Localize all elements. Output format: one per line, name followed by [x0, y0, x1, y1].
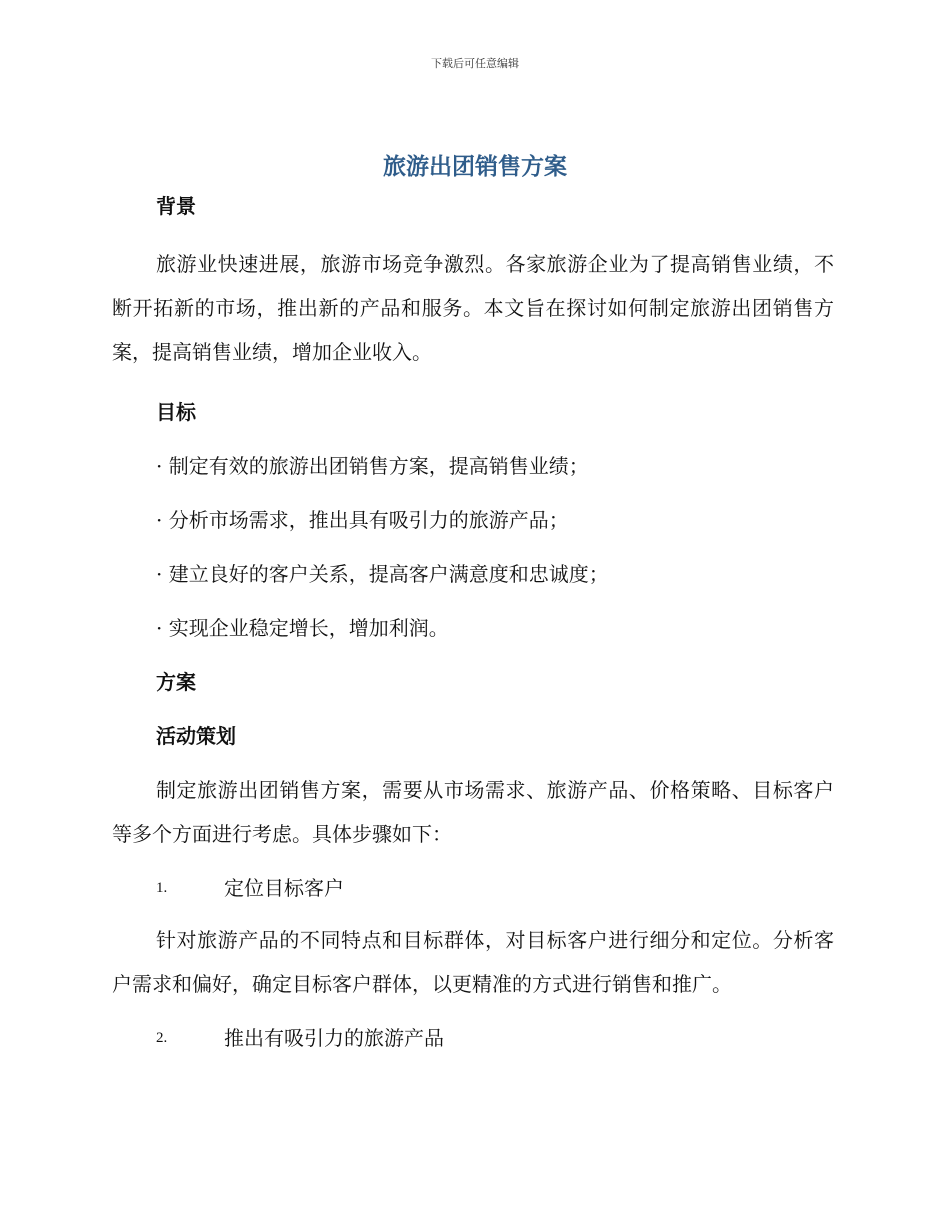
header-note: 下载后可任意编辑 — [431, 57, 519, 70]
step-number: 1. — [156, 880, 168, 896]
subheading-activity-planning: 活动策划 — [156, 724, 236, 748]
plan-step-1 — [112, 872, 834, 904]
goal-item-2: · 分析市场需求，推出具有吸引力的旅游产品； — [156, 508, 569, 532]
goal-item-4: · 实现企业稳定增长，增加利润。 — [156, 616, 449, 640]
goal-item-1: · 制定有效的旅游出团销售方案，提高销售业绩； — [156, 454, 589, 478]
plan-step-2 — [112, 1022, 834, 1054]
document-title: 旅游出团销售方案 — [383, 154, 567, 180]
step-number: 2. — [156, 1030, 168, 1046]
step-title: 推出有吸引力的旅游产品 — [224, 1026, 444, 1050]
heading-background: 背景 — [156, 194, 196, 218]
plan-intro-paragraph: 制定旅游出团销售方案，需要从市场需求、旅游产品、价格策略、目标客户等多个方面进行考虑。具体步骤如下： — [112, 778, 834, 846]
goal-item-3: · 建立良好的客户关系，提高客户满意度和忠诚度； — [156, 562, 609, 586]
document-body — [112, 190, 834, 1054]
plan-step-1-paragraph: 针对旅游产品的不同特点和目标群体，对目标客户进行细分和定位。分析客户需求和偏好，确定目标客户群体，以更精准的方式进行销售和推广。 — [112, 928, 834, 996]
background-paragraph: 旅游业快速进展，旅游市场竞争激烈。各家旅游企业为了提高销售业绩，不断开拓新的市场，推出新的产品和服务。本文旨在探讨如何制定旅游出团销售方案，提高销售业绩，增加企业收入。 — [112, 252, 834, 364]
heading-plan: 方案 — [156, 670, 196, 694]
step-title: 定位目标客户 — [224, 876, 344, 900]
heading-goals: 目标 — [156, 400, 196, 424]
